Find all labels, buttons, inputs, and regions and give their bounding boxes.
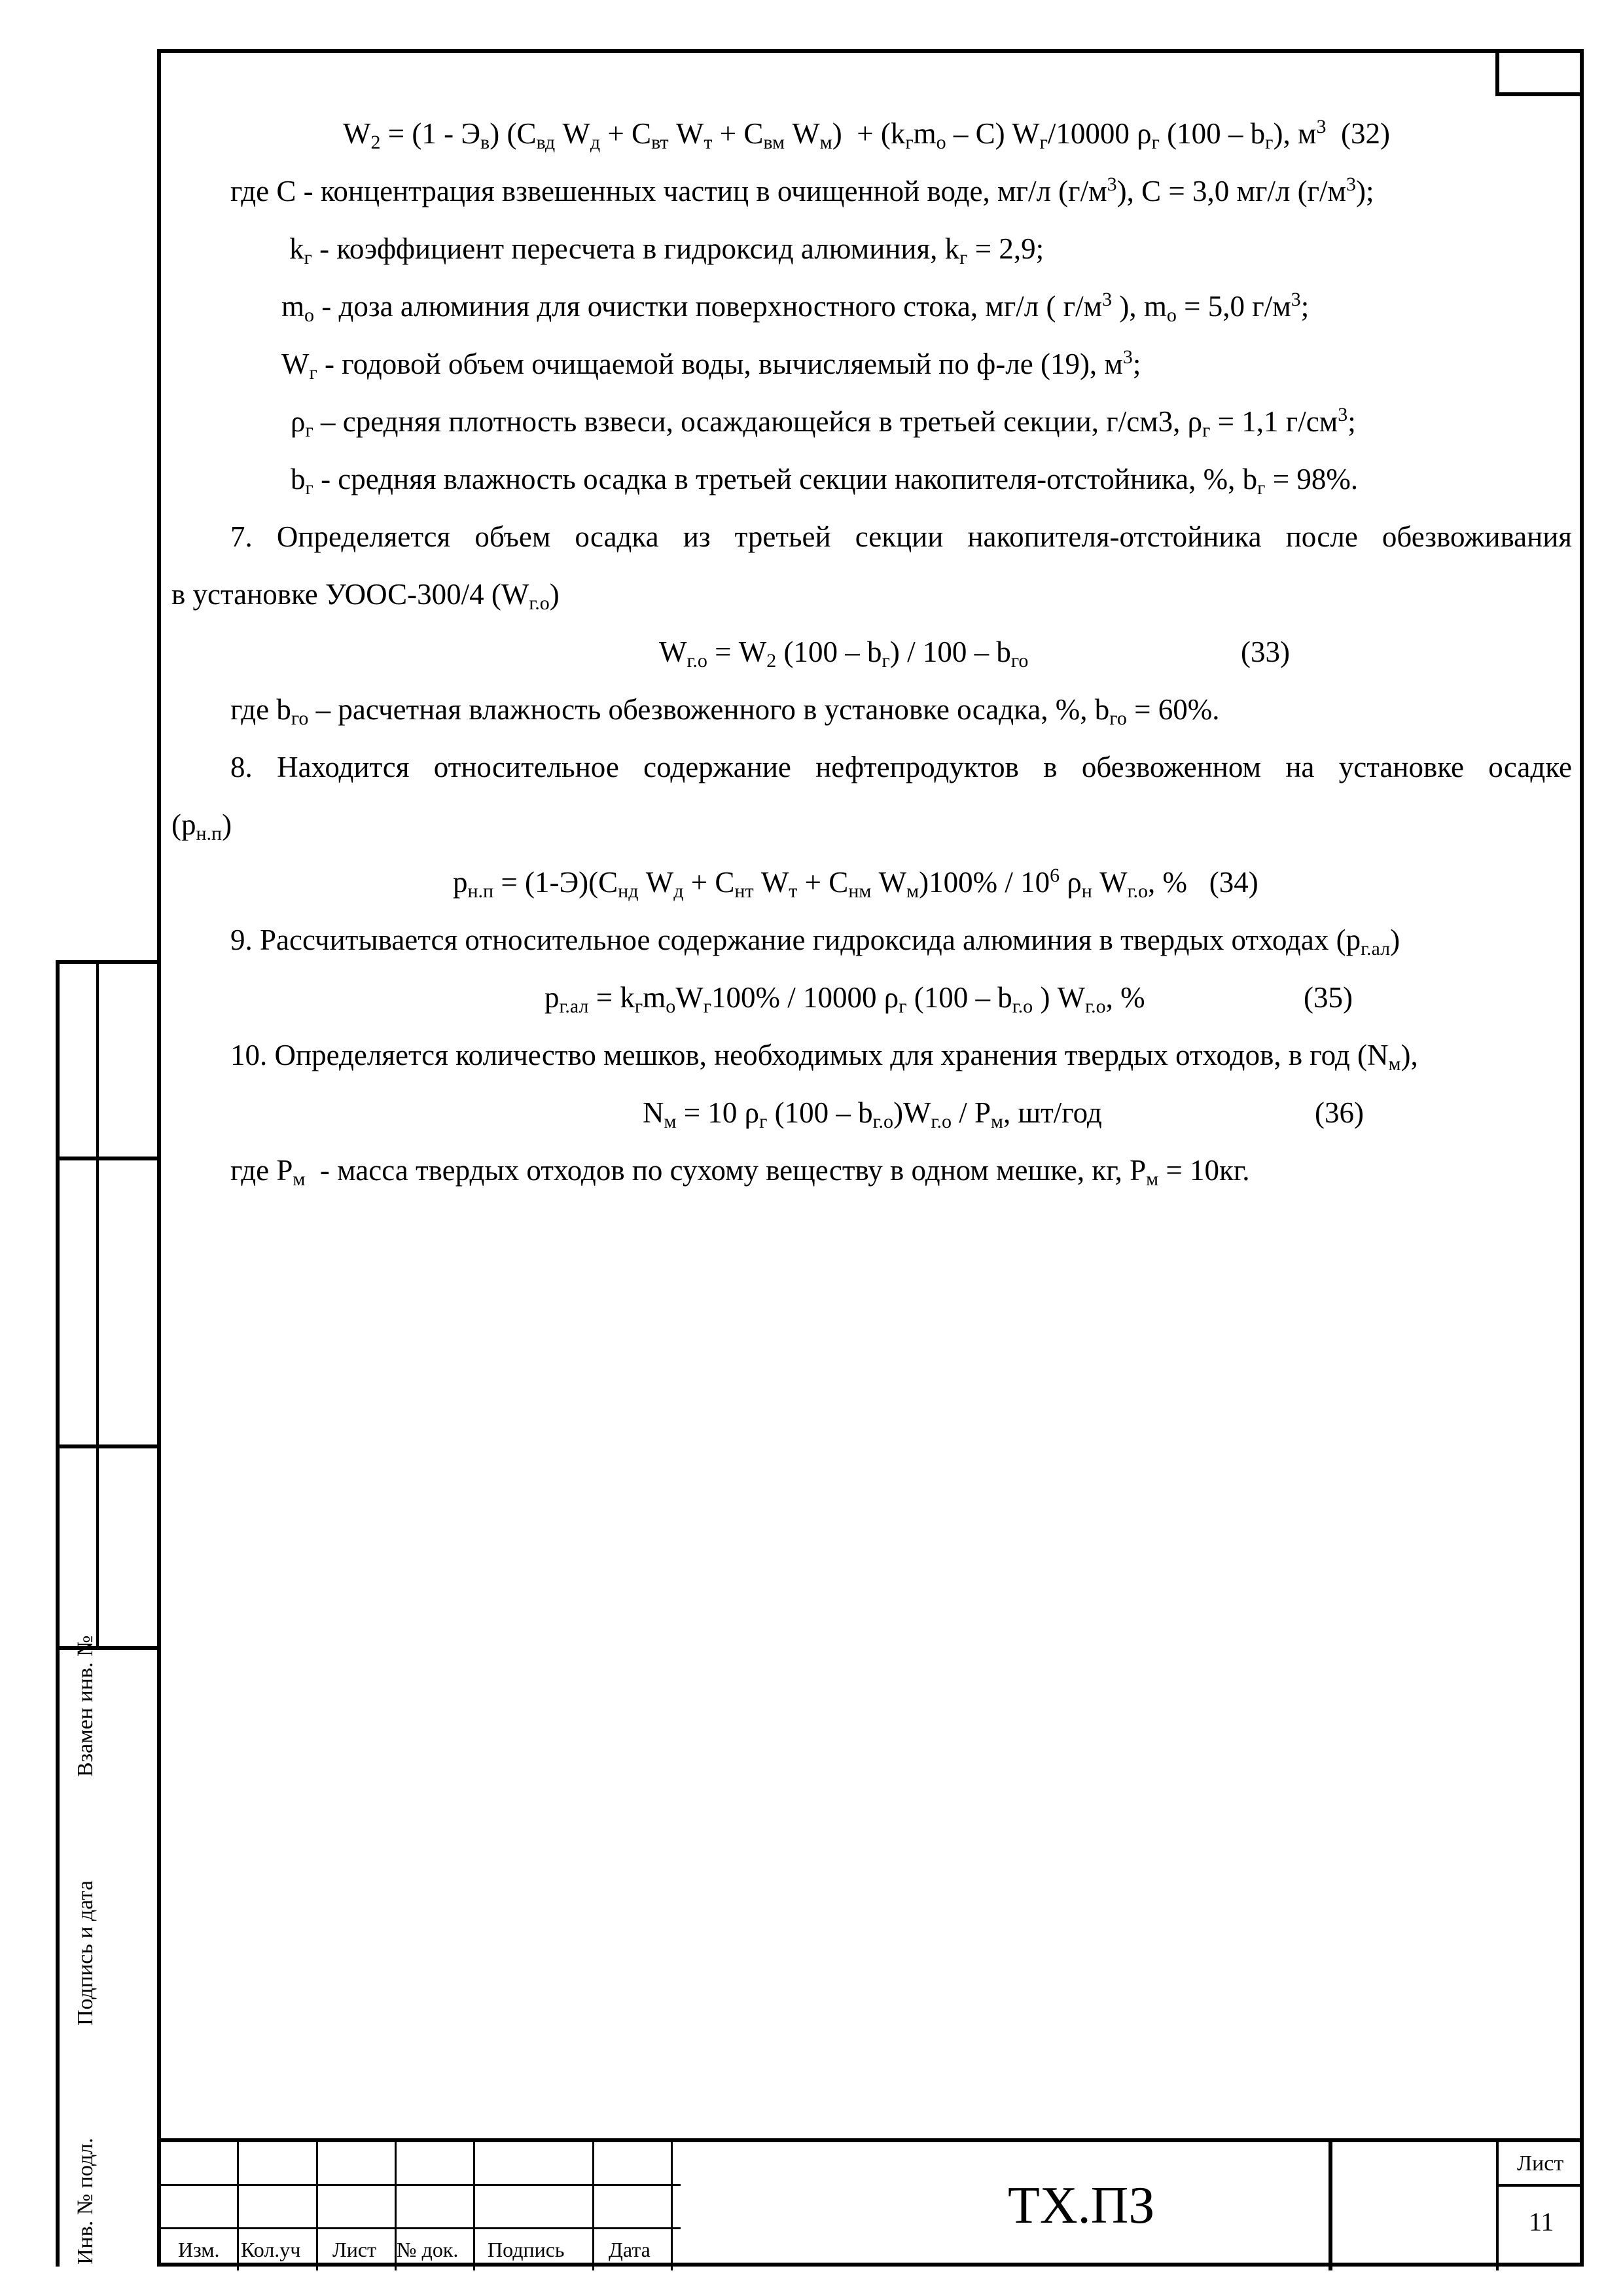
equation-35: $p_{г.ал} = k_гm_оW_г100\% / 10000$ $\rho_г$ ($100 - b_{г.о}$ ) $W_{г.о}$, % (35) xyxy=(544,981,1353,1017)
title-block xyxy=(157,2138,1584,2270)
para-7b: в установке УООС-300/4 $(W_{г.о})$ xyxy=(171,578,560,614)
equation-32: $W_2 = (1 - Э_в)$ ($С_{вд}$ $W_д + С_{вт}$ $W_т + С_{вм}$ $W_м) + (k_гm_о - С)$ $W_г/10000$ $\rho_г$ $(100 - b_г)$, $м^3$ (32) xyxy=(343,116,1390,153)
col-ndok: № док. xyxy=(397,2238,459,2261)
para-9: 9. Рассчитывается относительное содержание гидроксида алюминия в твердых отходах $(p_{г.ал})$ xyxy=(230,924,1400,960)
para-8b: $(p_{н.п})$ xyxy=(171,808,232,844)
col-list: Лист xyxy=(332,2238,377,2261)
podpis-label: Подпись и дата xyxy=(73,1880,98,2026)
sheet-label: Лист xyxy=(1517,2151,1564,2176)
col-data: Дата xyxy=(609,2238,651,2261)
where-c: где С - концентрация взвешенных частиц в очищенной воде, мг/л $(г/м^3)$, С = 3,0 мг/л $(г/м^3)$; xyxy=(230,173,1374,207)
def-bgo: где $b_{го}$ – расчетная влажность обезвоженного в установке осадка, %, $b_{го} = 60\%$. xyxy=(230,693,1220,729)
vzamen-label: Взамен инв. № xyxy=(73,1635,98,1777)
col-izm: Изм. xyxy=(178,2238,220,2261)
col-podpis: Подпись xyxy=(488,2238,565,2261)
para-10: 10. Определяется количество мешков, необходимых для хранения твердых отходов, в год $(N_м)$, xyxy=(230,1039,1418,1075)
def-wg: $W_г$ - годовой объем очищаемой воды, вычисляемый по ф-ле (19), $м^3$; xyxy=(281,346,1141,384)
def-rho: $\rho_г$ – средняя плотность взвеси, осаждающейся в третьей секции, г/см3, $\rho_г = 1,1$ $г/см^3$; xyxy=(291,404,1356,441)
sheet-number: 11 xyxy=(1529,2207,1554,2236)
para-8a: 8. Находится относительное содержание нефтепродуктов в обезвоженном на установке осадке xyxy=(230,751,1572,783)
equation-33: $W_{г.о} = W_2$ $(100 - b_г) / 100 - b_{го}$ (33) xyxy=(659,636,1290,672)
document-code: ТХ.ПЗ xyxy=(1008,2177,1155,2234)
col-kolvo: Кол.уч xyxy=(241,2238,301,2261)
para-7a: 7. Определяется объем осадка из третьей секции накопителя-отстойника после обезвоживания xyxy=(230,520,1572,553)
document-body xyxy=(171,105,1572,1199)
equation-34: $p_{н.п} = (1-Э)(С_{нд}$ $W_д + С_{нт}$ $W_т + С_{нм}$ $W_м)100\% / 10^6$ $\rho_н$ $W_{г.о}$, % (34) xyxy=(453,865,1258,902)
corner-box xyxy=(1495,49,1584,96)
def-kg: $k_г$ - коэффициент пересчета в гидроксид алюминия, $k_г = 2,9$; xyxy=(289,232,1044,268)
def-mo: $m_о$ - доза алюминия для очистки поверхностного стока, мг/л ( $г/м^3$ ), $m_о = 5,0$ $г/м^3$; xyxy=(281,289,1310,326)
def-pm: где $P_м$ - масса твердых отходов по сухому веществу в одном мешке, кг, $P_м = 10кг$. xyxy=(230,1154,1250,1190)
equation-36: $N_м = 10$ $\rho_г$ $(100 - b_{г.о})W_{г.о} / P_м$, шт/год (36) xyxy=(643,1096,1364,1132)
def-bg: $b_г$ - средняя влажность осадка в третьей секции накопителя-отстойника, %, $b_г = 98\%$. xyxy=(291,463,1359,499)
inv-label: Инв. № подл. xyxy=(73,2138,98,2265)
